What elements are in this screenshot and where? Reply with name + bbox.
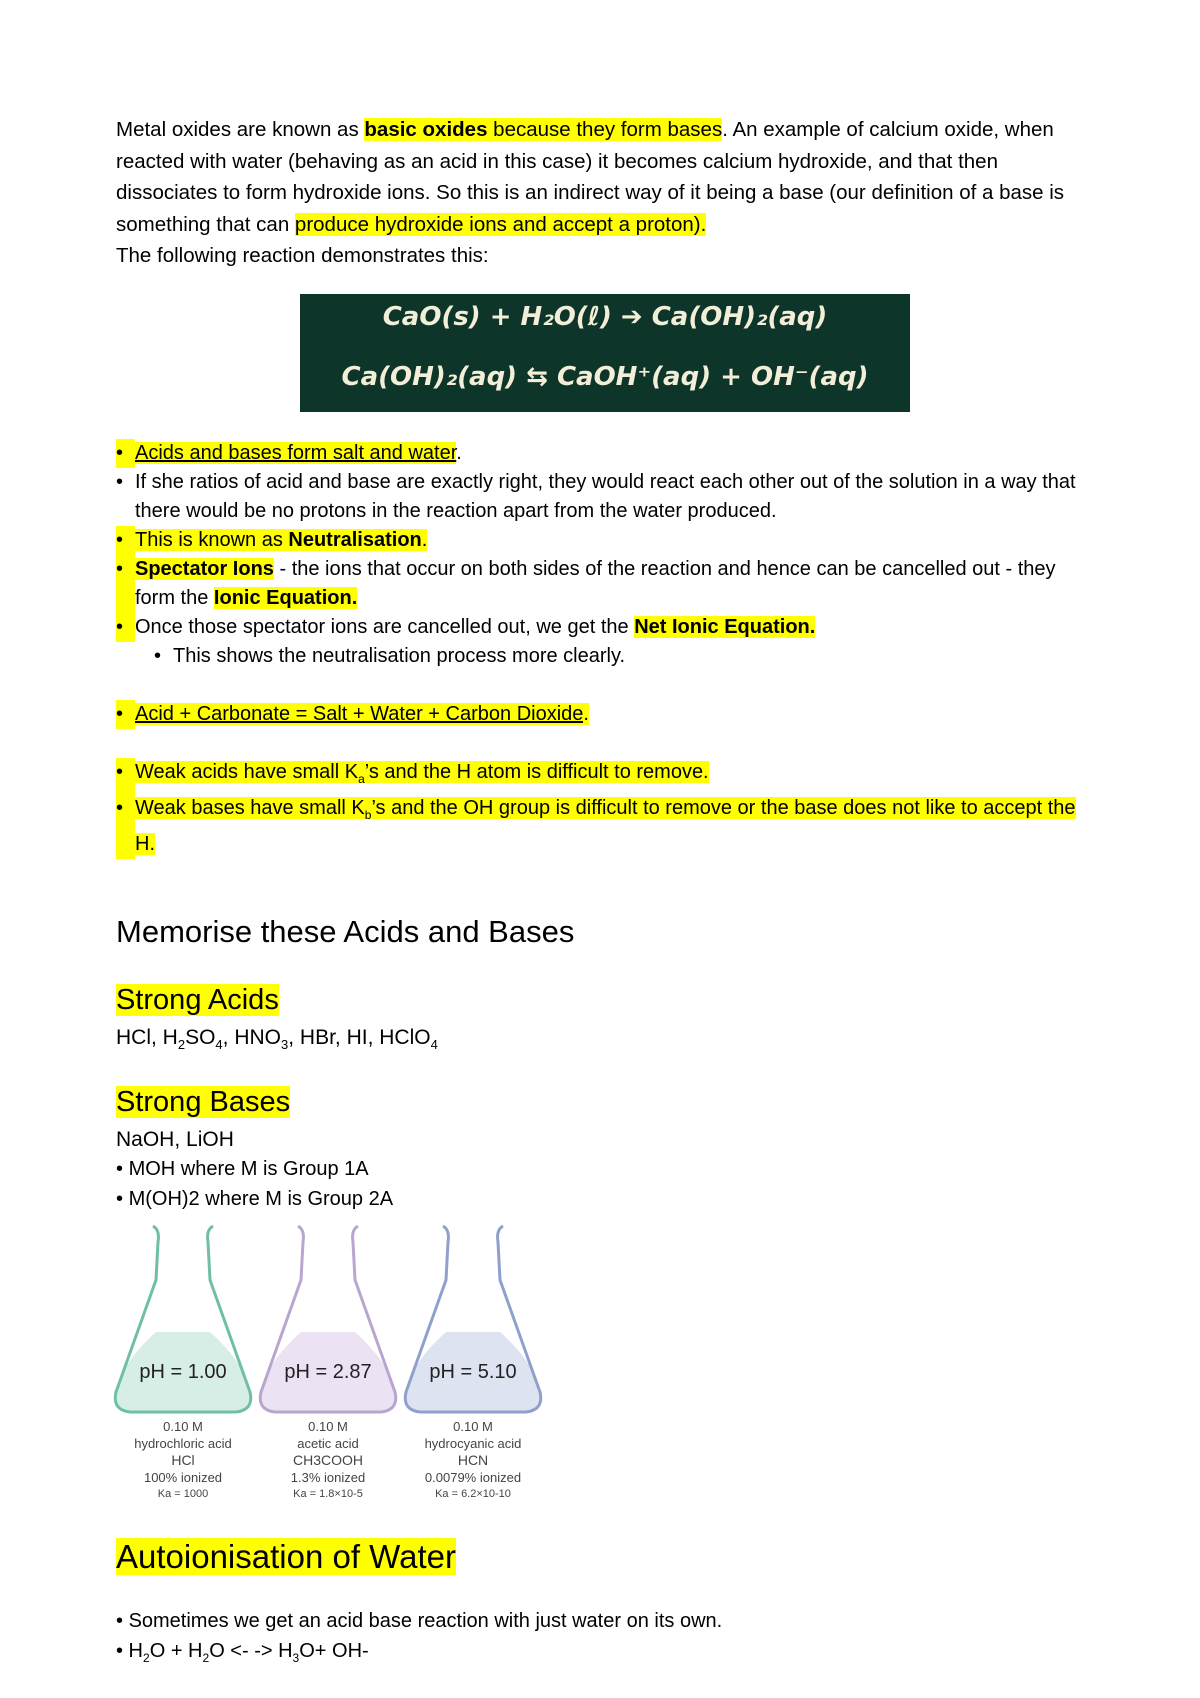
bullet-item — [116, 794, 1096, 859]
strong-bases-list: NaOH, LiOH — [116, 1128, 234, 1151]
bullet-carbonate: Acid + Carbonate = Salt + Water + Carbon Dioxide — [135, 703, 584, 725]
heading-strong-bases — [116, 1086, 290, 1119]
bullet-ionic-equation: Ionic Equation. — [213, 587, 358, 609]
concentration: 0.10 M — [163, 1419, 203, 1434]
intro-sentence-2: . An example of calcium oxide, when reacted with water (behaving as an acid in this case) it becomes calcium hydroxide, and that then dissociates to form hydroxide ions. So this is an indirect way of it being a base (our definition of a base is something that can — [116, 118, 1065, 236]
acid-name: acetic acid — [297, 1436, 359, 1451]
concentration: 0.10 M — [308, 1419, 348, 1434]
bullet-dot: • — [116, 526, 135, 555]
bullet-dot: • — [116, 439, 135, 468]
bullet-weak-bases: Weak bases have small K — [135, 797, 365, 819]
bullet-weak-acids: Weak acids have small K — [135, 761, 359, 783]
percent-ionized: 100% ionized — [143, 1470, 223, 1485]
equation-image — [300, 294, 910, 412]
highlight-hydroxide-definition: produce hydroxide ions and accept a proton). — [294, 212, 707, 236]
strong-bases-bullet-2: • M(OH)2 where M is Group 2A — [116, 1188, 394, 1210]
concentration: 0.10 M — [453, 1419, 493, 1434]
ka-value: Ka = 6.2×10-10 — [435, 1488, 511, 1500]
bullet-item — [116, 439, 1096, 468]
flask-caption-hcn — [398, 1418, 548, 1503]
bullet-neutralisation: Neutralisation — [288, 529, 422, 551]
bullet-end: . — [583, 703, 589, 725]
ph-label-hcn: pH = 5.10 — [429, 1360, 517, 1383]
ka-subscript: a — [358, 772, 365, 786]
bullet-item — [116, 758, 1096, 794]
bullet-cancelled: Once those spectator ions are cancelled out, we get the — [135, 616, 635, 638]
intro-sentence-1: Metal oxides are known as — [116, 118, 365, 141]
ph-label-acetic: pH = 2.87 — [284, 1360, 372, 1383]
bullet-item — [116, 613, 1096, 642]
acid-name: hydrocyanic acid — [424, 1436, 522, 1451]
bullet-weak-acids-end: ’s and the H atom is difficult to remove. — [364, 761, 709, 783]
bullet-dot: • — [116, 794, 135, 859]
bullet-dot: • — [116, 471, 124, 493]
bullet-item — [116, 526, 1096, 555]
bullet-end: . — [456, 442, 462, 464]
bullet-item — [116, 700, 1096, 729]
equation-line-1: CaO(s) + H₂O(ℓ) ➔ Ca(OH)₂(aq) — [382, 302, 828, 332]
bullet-known-as: This is known as — [135, 529, 289, 551]
bullet-spectator-ions: Spectator Ions — [135, 558, 274, 580]
sub-bullet-item — [116, 642, 1096, 671]
highlight-form-bases: because they form bases — [487, 118, 723, 141]
intro-text — [116, 114, 1096, 240]
acid-formula: HCl — [171, 1452, 195, 1468]
flasks-illustration — [108, 1224, 548, 1500]
bullet-end: . — [421, 529, 428, 551]
bullet-dot: • — [154, 645, 162, 667]
acid-formula: HCN — [457, 1452, 489, 1468]
bullet-salt-water: Acids and bases form salt and water — [135, 442, 457, 464]
highlight-basic-oxides: basic oxides — [364, 118, 488, 141]
bullet-dot: • — [116, 613, 135, 642]
acid-formula: CH3COOH — [292, 1452, 363, 1468]
moh2-group-2a: M(OH)2 where M is Group 2A — [128, 1188, 394, 1210]
bullet-item — [116, 555, 1096, 613]
autoionisation-bullet-2: • $H_2O + H_2O$ <- -> $H_3O+ OH-$ — [116, 1640, 369, 1665]
intro-paragraph — [116, 114, 1096, 272]
kb-subscript: b — [364, 808, 372, 822]
ka-value: Ka = 1.8×10-5 — [293, 1488, 363, 1500]
bullet-dot: • — [116, 758, 135, 794]
bullet-ratios: If she ratios of acid and base are exactly right, they would react each other out of the solution in a way that there would be no protons in the reaction apart from the water produced. — [135, 471, 1076, 522]
acid-name: hydrochloric acid — [134, 1436, 232, 1451]
bullet-net-ionic: Net Ionic Equation. — [634, 616, 816, 638]
heading-memorise: Memorise these Acids and Bases — [116, 914, 575, 949]
ka-value: Ka = 1000 — [157, 1488, 209, 1500]
autoionisation-title: Autoionisation of Water — [116, 1538, 456, 1575]
intro-sentence-3: The following reaction demonstrates this: — [116, 244, 489, 267]
bullet-item — [116, 468, 1096, 526]
bullet-dot: • — [116, 555, 135, 613]
strong-bases-bullet-1: • MOH where M is Group 1A — [116, 1158, 369, 1180]
flask-caption-hcl — [108, 1418, 258, 1503]
heading-autoionisation — [116, 1538, 456, 1576]
sub-bullet-neutralisation: This shows the neutralisation process more clearly. — [173, 645, 626, 667]
ph-label-hcl: pH = 1.00 — [139, 1360, 227, 1383]
strong-acids-title: Strong Acids — [116, 984, 279, 1016]
strong-bases-title: Strong Bases — [116, 1086, 291, 1118]
bullet-weak-bases-end: ’s and the OH group is difficult to remove or the base does not like to accept the H. — [135, 797, 1076, 855]
bullet-dot: • — [116, 700, 135, 729]
flask-caption-acetic — [253, 1418, 403, 1503]
bullet-spectator-desc: - the ions that occur on both sides of the reaction and hence can be cancelled out - they form the — [135, 558, 1056, 609]
water-acid-base-text: Sometimes we get an acid base reaction with just water on its own. — [128, 1610, 723, 1632]
autoionisation-bullet-1: • Sometimes we get an acid base reaction with just water on its own. — [116, 1610, 723, 1632]
moh-group-1a: MOH where M is Group 1A — [128, 1158, 369, 1180]
heading-strong-acids — [116, 984, 279, 1017]
bullet-list-reactions — [116, 439, 1096, 859]
strong-acids-list: HCl, $H_2SO_4$, $HNO_3$, HBr, HI, HClO$_4$ — [116, 1026, 438, 1053]
equation-line-2: Ca(OH)₂(aq) ⇆ CaOH⁺(aq) + OH⁻(aq) — [341, 362, 869, 392]
percent-ionized: 0.0079% ionized — [424, 1470, 522, 1485]
percent-ionized: 1.3% ionized — [290, 1470, 366, 1485]
